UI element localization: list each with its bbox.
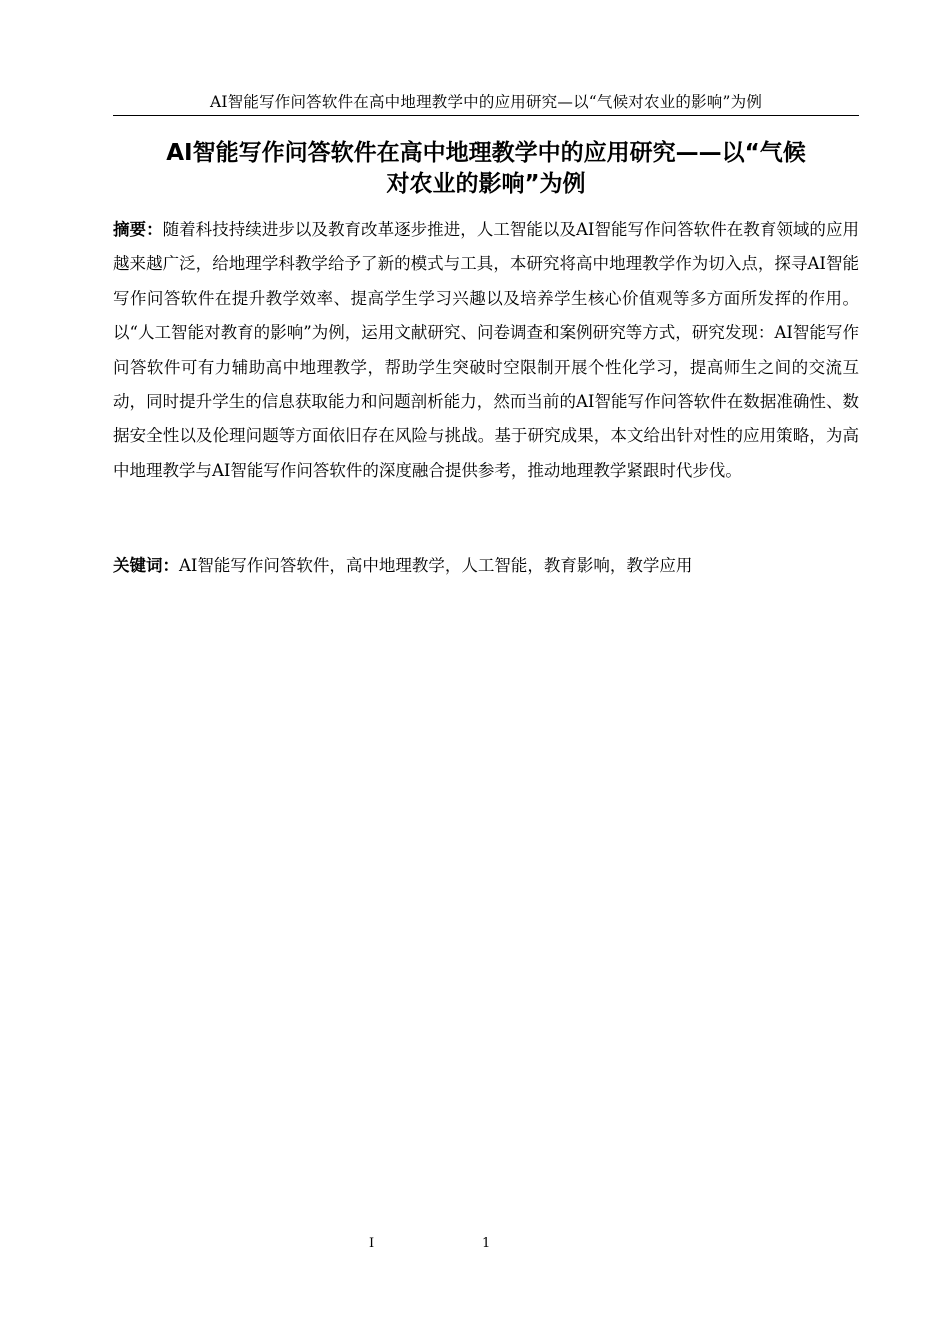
keywords-text: AI智能写作问答软件，高中地理教学，人工智能，教育影响，教学应用 [179,556,693,575]
title-line-2: 对农业的影响”为例 [386,171,586,197]
running-header: AI智能写作问答软件在高中地理教学中的应用研究—以“气候对农业的影响”为例 [209,93,763,111]
document-title [113,138,859,200]
title-line-1: AI智能写作问答软件在高中地理教学中的应用研究——以“气候 [166,140,806,166]
footer-page-number: 1 [482,1236,491,1251]
abstract-text: 随着科技持续进步以及教育改革逐步推进，人工智能以及AI智能写作问答软件在教育领域的应用越来越广泛，给地理学科教学给予了新的模式与工具，本研究将高中地理教学作为切入点，探寻AI智能写作问答软件在提升教学效率、提高学生学习兴趣以及培养学生核心价值观等多方面所发挥的作用。以“人工智能对教育的影响”为例，运用文献研究、问卷调查和案例研究等方式，研究发现：AI智能写作问答软件可有力辅助高中地理教学，帮助学生突破时空限制开展个性化学习，提高师生之间的交流互动，同时提升学生的信息获取能力和问题剖析能力，然而当前的AI智能写作问答软件在数据准确性、数据安全性以及伦理问题等方面依旧存在风险与挑战。基于研究成果，本文给出针对性的应用策略，为高中地理教学与AI智能写作问答软件的深度融合提供参考，推动地理教学紧跟时代步伐。 [113,220,859,480]
abstract-label: 摘要： [113,220,163,239]
footer-roman-numeral: I [369,1236,375,1251]
abstract-paragraph [113,213,859,488]
header-rule [113,115,859,116]
keywords-paragraph [113,549,859,583]
keywords-label: 关键词： [113,556,179,575]
